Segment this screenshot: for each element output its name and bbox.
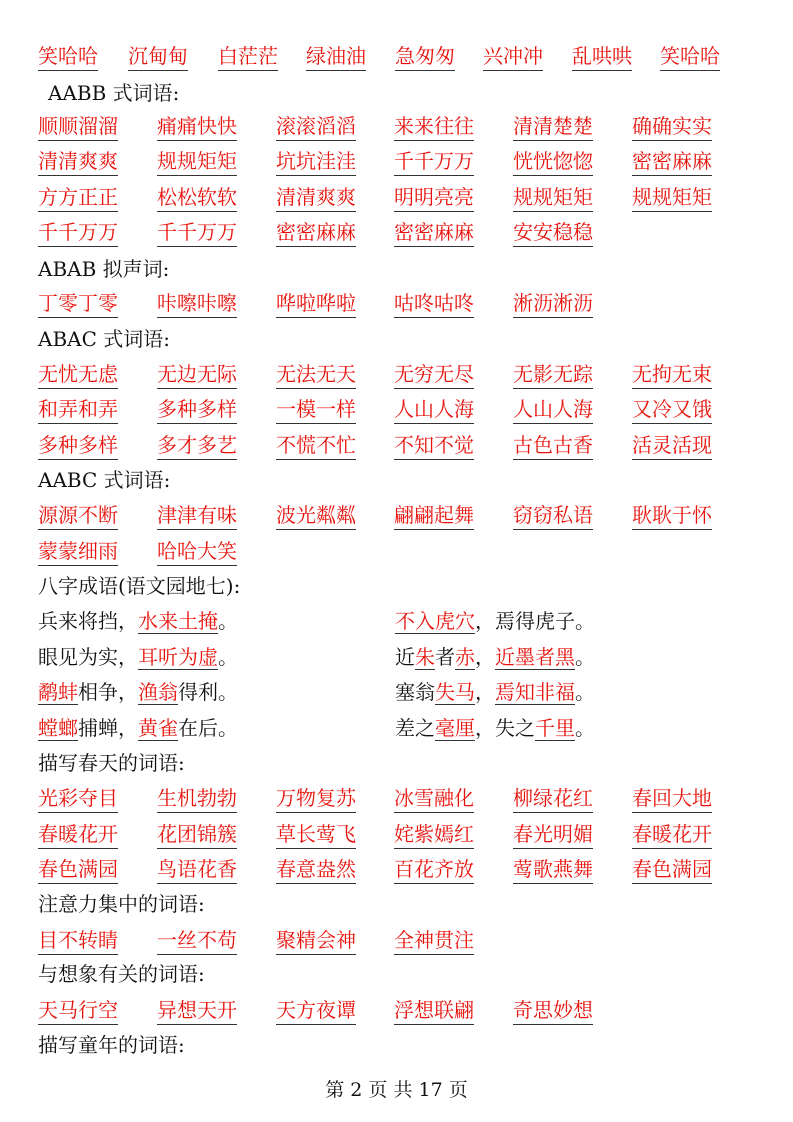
idiom-answer: 黄雀	[138, 716, 178, 740]
idiom-left-half	[38, 608, 238, 634]
heading-childhood: 描写童年的词语:	[38, 1033, 185, 1057]
aabb-word: 清清爽爽	[38, 148, 118, 176]
idiom-answer: 赤	[455, 645, 475, 669]
aabb-word: 痛痛快快	[157, 113, 237, 141]
spring-word: 百花齐放	[394, 856, 474, 884]
spring-word: 万物复苏	[276, 785, 356, 813]
heading-attention: 注意力集中的词语:	[38, 892, 205, 916]
spring-word: 春色满园	[632, 856, 712, 884]
aabb-word: 松松软软	[157, 184, 237, 212]
idiom-text: 塞翁	[395, 680, 435, 704]
aabb-word: 千千万万	[157, 219, 237, 247]
idiom-answer: 近墨者黑	[495, 645, 575, 669]
top-row-word: 乱哄哄	[572, 43, 632, 71]
heading-abac: ABAC 式词语:	[38, 327, 170, 351]
aabb-word: 规规矩矩	[632, 184, 712, 212]
imagination-word: 异想天开	[157, 997, 237, 1025]
abac-word: 一模一样	[276, 396, 356, 424]
abab-word: 淅沥淅沥	[513, 290, 593, 318]
page-footer: 第 2 页 共 17 页	[325, 1079, 468, 1101]
idiom-text: 捕蝉，	[78, 716, 138, 740]
idiom-answer: 水来土掩	[138, 609, 218, 633]
abac-word: 古色古香	[513, 432, 593, 460]
imagination-word: 天马行空	[38, 997, 118, 1025]
heading-eight-char-idioms: 八字成语(语文园地七):	[38, 574, 241, 598]
idiom-text: ，	[475, 680, 495, 704]
idiom-text: 相争，	[78, 680, 138, 704]
idiom-text: 近	[395, 645, 415, 669]
idiom-right-half	[395, 644, 595, 670]
abac-word: 人山人海	[394, 396, 474, 424]
aabb-word: 顺顺溜溜	[38, 113, 118, 141]
aabb-word: 千千万万	[38, 219, 118, 247]
abac-word: 多种多样	[157, 396, 237, 424]
imagination-word: 天方夜谭	[276, 997, 356, 1025]
aabb-word: 方方正正	[38, 184, 118, 212]
idiom-left-half	[38, 715, 238, 741]
idiom-answer: 朱	[415, 645, 435, 669]
imagination-word: 浮想联翩	[394, 997, 474, 1025]
spring-word: 姹紫嫣红	[394, 821, 474, 849]
aabc-word: 哈哈大笑	[157, 538, 237, 566]
idiom-text: ，失之	[475, 716, 535, 740]
idiom-text: 。	[218, 645, 238, 669]
attention-word: 全神贯注	[394, 927, 474, 955]
spring-word: 春色满园	[38, 856, 118, 884]
aabb-word: 确确实实	[632, 113, 712, 141]
heading-imagination: 与想象有关的词语:	[38, 962, 205, 986]
idiom-answer: 毫厘	[435, 716, 475, 740]
abac-word: 多种多样	[38, 432, 118, 460]
top-row-word: 白茫茫	[218, 43, 278, 71]
idiom-text: 者	[435, 645, 455, 669]
abac-word: 多才多艺	[157, 432, 237, 460]
spring-word: 春暖花开	[632, 821, 712, 849]
heading-aabc: AABC 式词语:	[38, 468, 171, 492]
abab-word: 丁零丁零	[38, 290, 118, 318]
attention-word: 聚精会神	[276, 927, 356, 955]
aabb-word: 规规矩矩	[157, 148, 237, 176]
aabb-word: 千千万万	[394, 148, 474, 176]
attention-word: 一丝不苟	[157, 927, 237, 955]
top-row-word: 笑哈哈	[660, 43, 720, 71]
idiom-text: 眼见为实，	[38, 645, 138, 669]
aabb-word: 规规矩矩	[513, 184, 593, 212]
abac-word: 无忧无虑	[38, 361, 118, 389]
idiom-answer: 不入虎穴	[395, 609, 475, 633]
idiom-text: 。	[575, 645, 595, 669]
spring-word: 冰雪融化	[394, 785, 474, 813]
aabc-word: 耿耿于怀	[632, 502, 712, 530]
idiom-left-half	[38, 644, 238, 670]
imagination-word: 奇思妙想	[513, 997, 593, 1025]
spring-word: 春光明媚	[513, 821, 593, 849]
top-row-word: 笑哈哈	[38, 43, 98, 71]
idiom-text: 差之	[395, 716, 435, 740]
aabc-word: 翩翩起舞	[394, 502, 474, 530]
abac-word: 无拘无束	[632, 361, 712, 389]
aabc-word: 蒙蒙细雨	[38, 538, 118, 566]
aabc-word: 津津有味	[157, 502, 237, 530]
top-row-word: 沉甸甸	[128, 43, 188, 71]
idiom-text: 。	[218, 609, 238, 633]
abab-word: 咕咚咕咚	[394, 290, 474, 318]
aabb-word: 密密麻麻	[394, 219, 474, 247]
heading-spring: 描写春天的词语:	[38, 751, 185, 775]
abac-word: 又冷又饿	[632, 396, 712, 424]
spring-word: 草长莺飞	[276, 821, 356, 849]
top-row-word: 兴冲冲	[483, 43, 543, 71]
spring-word: 生机勃勃	[157, 785, 237, 813]
idiom-left-half	[38, 679, 238, 705]
idiom-text: ，	[475, 645, 495, 669]
idiom-text: 。	[575, 680, 595, 704]
top-row-word: 急匆匆	[395, 43, 455, 71]
idiom-answer: 焉知非福	[495, 680, 575, 704]
aabc-word: 窃窃私语	[513, 502, 593, 530]
aabb-word: 来来往往	[394, 113, 474, 141]
spring-word: 鸟语花香	[157, 856, 237, 884]
spring-word: 花团锦簇	[157, 821, 237, 849]
aabb-word: 安安稳稳	[513, 219, 593, 247]
idiom-answer: 渔翁	[138, 680, 178, 704]
idiom-text: 兵来将挡，	[38, 609, 138, 633]
aabb-word: 恍恍惚惚	[513, 148, 593, 176]
abac-word: 活灵活现	[632, 432, 712, 460]
spring-word: 柳绿花红	[513, 785, 593, 813]
spring-word: 春意盎然	[276, 856, 356, 884]
top-row-word: 绿油油	[306, 43, 366, 71]
spring-word: 光彩夺目	[38, 785, 118, 813]
heading-aabb: AABB 式词语:	[48, 81, 180, 105]
idiom-answer: 螳螂	[38, 716, 78, 740]
idiom-right-half	[395, 608, 595, 634]
spring-word: 春暖花开	[38, 821, 118, 849]
abac-word: 无穷无尽	[394, 361, 474, 389]
abac-word: 不知不觉	[394, 432, 474, 460]
idiom-answer: 千里	[535, 716, 575, 740]
aabb-word: 滚滚滔滔	[276, 113, 356, 141]
abac-word: 无法无天	[276, 361, 356, 389]
idiom-right-half	[395, 715, 595, 741]
abac-word: 人山人海	[513, 396, 593, 424]
attention-word: 目不转睛	[38, 927, 118, 955]
abac-word: 和弄和弄	[38, 396, 118, 424]
spring-word: 春回大地	[632, 785, 712, 813]
idiom-answer: 耳听为虚	[138, 645, 218, 669]
spring-word: 莺歌燕舞	[513, 856, 593, 884]
idiom-right-half	[395, 679, 595, 705]
aabc-word: 波光粼粼	[276, 502, 356, 530]
abac-word: 无影无踪	[513, 361, 593, 389]
aabc-word: 源源不断	[38, 502, 118, 530]
aabb-word: 清清爽爽	[276, 184, 356, 212]
aabb-word: 密密麻麻	[276, 219, 356, 247]
idiom-answer: 鹬蚌	[38, 680, 78, 704]
abab-word: 哗啦哗啦	[276, 290, 356, 318]
heading-abab: ABAB 拟声词:	[38, 257, 170, 281]
abac-word: 不慌不忙	[276, 432, 356, 460]
idiom-text: ，焉得虎子。	[475, 609, 595, 633]
aabb-word: 清清楚楚	[513, 113, 593, 141]
aabb-word: 坑坑洼洼	[276, 148, 356, 176]
idiom-text: 。	[575, 716, 595, 740]
abab-word: 咔嚓咔嚓	[157, 290, 237, 318]
idiom-text: 在后。	[178, 716, 238, 740]
aabb-word: 明明亮亮	[394, 184, 474, 212]
idiom-answer: 失马	[435, 680, 475, 704]
aabb-word: 密密麻麻	[632, 148, 712, 176]
idiom-text: 得利。	[178, 680, 238, 704]
abac-word: 无边无际	[157, 361, 237, 389]
